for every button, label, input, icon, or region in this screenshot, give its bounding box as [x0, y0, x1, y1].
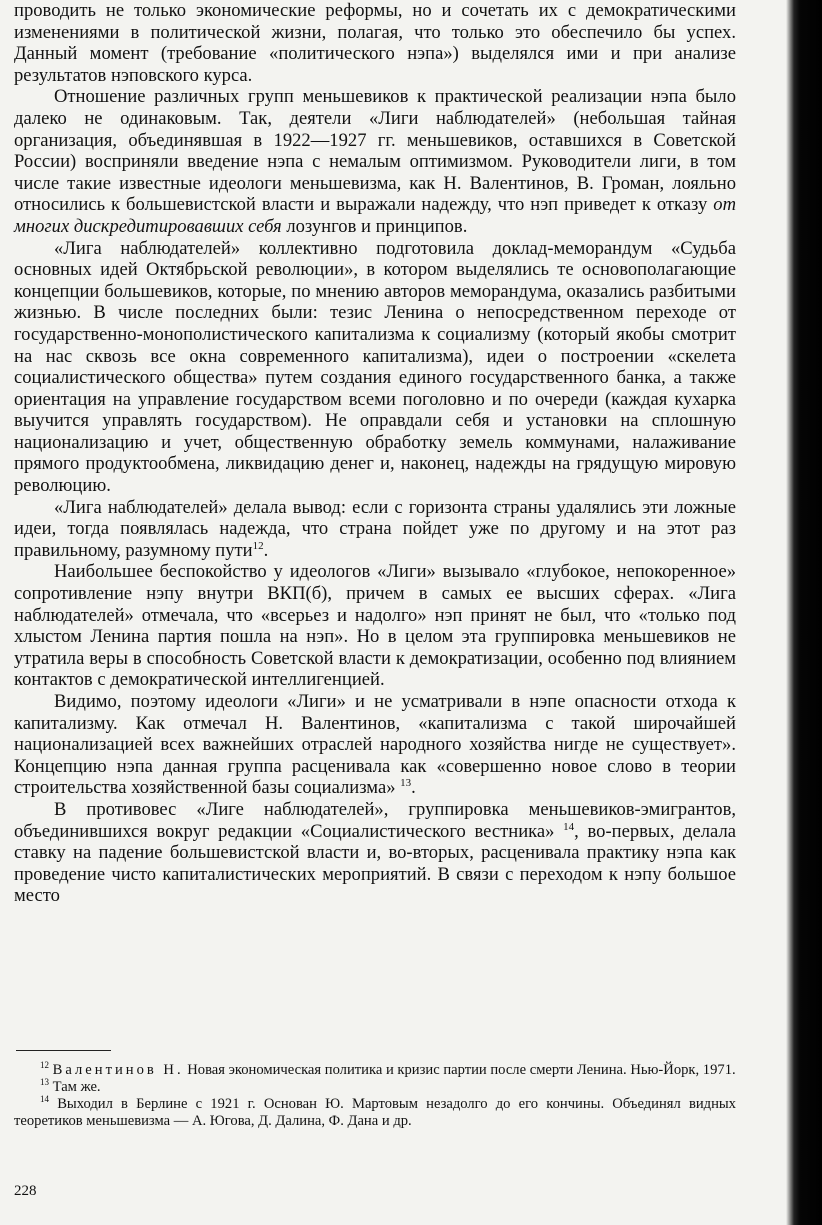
footnotes	[14, 1062, 736, 1130]
page-number: 228	[14, 1183, 37, 1199]
footnote-author: Валентинов Н.	[52, 1062, 184, 1078]
paragraph: Отношение различных групп меньшевиков к практической реализации нэпа было далеко не одинаковым. Так, деятели «Лиги наблюдателей» (небольшая тайная организация, объединявшая в 1922—1927 гг. меньшевиков, оставшихся в Советской России) восприняли введение нэпа с немалым оптимизмом. Руководители лиги, в том числе такие известные идеологи меньшевизма, как Н. Валентинов, В. Громан, лояльно относились к большевистской власти и выражали надежду, что нэп приведет к отказу от многих дискредитировавших себя лозунгов и принципов.	[14, 86, 737, 237]
footnote-ref[interactable]: 12	[252, 539, 264, 552]
book-page	[14, 0, 736, 1225]
footnote: $^{12}$ Валентинов Н. Новая экономическая политика и кризис партии после смерти Ленина. Нью-Йорк, 1971.	[40, 1060, 736, 1078]
scan-edge-shadow	[786, 0, 822, 1225]
body-text	[14, 0, 736, 907]
footnote: $^{14}$ Выходил в Берлине с 1921 г. Основан Ю. Мартовым незадолго до его кончины. Объединял видных теоретиков меньшевизма — А. Югова, Д. Далина, Ф. Дана и др.	[14, 1094, 736, 1129]
paragraph: проводить не только экономические реформы, но и сочетать их с демократическими изменениями в политической жизни, полагая, что только это обеспечило бы успех. Данный момент (требование «политического нэпа») выделялся ими и при анализе результатов нэповского курса.	[14, 0, 736, 86]
paragraph: Видимо, поэтому идеологи «Лиги» и не усматривали в нэпе опасности отхода к капитализму. Как отмечал Н. Валентинов, «капитализма с такой широчайшей национализацией всех важнейших отраслей народного хозяйства нигде не существует». Концепцию нэпа данная группа расценивала как «совершенно новое слово в теории строительства хозяйственной базы социализма» $^{13}$.	[14, 691, 736, 799]
paragraph: Наибольшее беспокойство у идеологов «Лиги» вызывало «глубокое, непокоренное» сопротивление нэпу внутри ВКП(б), причем в самых ее высших сферах. «Лига наблюдателей» отмечала, что «всерьез и надолго» нэп принят не был, что «только под хлыстом Ленина партия пошла на нэп». Но в целом эта группировка меньшевиков не утратила веры в способность Советской власти к демократизации, особенно под влиянием контактов с демократической интеллигенцией.	[14, 561, 736, 691]
footnote-divider	[16, 1050, 111, 1051]
italic-fragment: от многих дискредитировавших себя	[14, 194, 737, 237]
paragraph: «Лига наблюдателей» делала вывод: если с горизонта страны удалялись эти ложные идеи, тогда появлялась надежда, что страна пойдет уже по другому и на этот раз правильному, разумному пути$^{12}$.	[14, 496, 736, 561]
footnote-ref[interactable]: 14	[563, 820, 575, 833]
paragraph: В противовес «Лиге наблюдателей», группировка меньшевиков-эмигрантов, объединившихся вокруг редакции «Социалистического вестника» $^{14}$, во-первых, делала ставку на падение большевистской власти и, во-вторых, расценивала практику нэпа как проведение чисто капиталистических мероприятий. В связи с переходом к нэпу большое место	[14, 798, 736, 907]
footnote-ref[interactable]: 13	[400, 777, 412, 790]
footnote: $^{13}$ Там же.	[40, 1077, 101, 1095]
paragraph: «Лига наблюдателей» коллективно подготовила доклад-меморандум «Судьба основных идей Октябрьской революции», в котором выделялись те основополагающие концепции большевиков, которые, по мнению авторов меморандума, оказались разбитыми жизнью. В числе последних были: тезис Ленина о непосредственном переходе от государственно-монополистического капитализма к социализму (который якобы смотрит на нас сквозь все окна современного капитализма), идеи о построении «скелета социалистического общества» путем создания единого государственного банка, а также ориентация на управление государством всеми поголовно и по очереди (каждая кухарка выучится управлять государством). Не оправдали себя и установки на сплошную национализацию и учет, общественную обработку земель коммунами, налаживание прямого продуктообмена, ликвидацию денег и, наконец, надежды на грядущую мировую революцию.	[14, 237, 736, 497]
